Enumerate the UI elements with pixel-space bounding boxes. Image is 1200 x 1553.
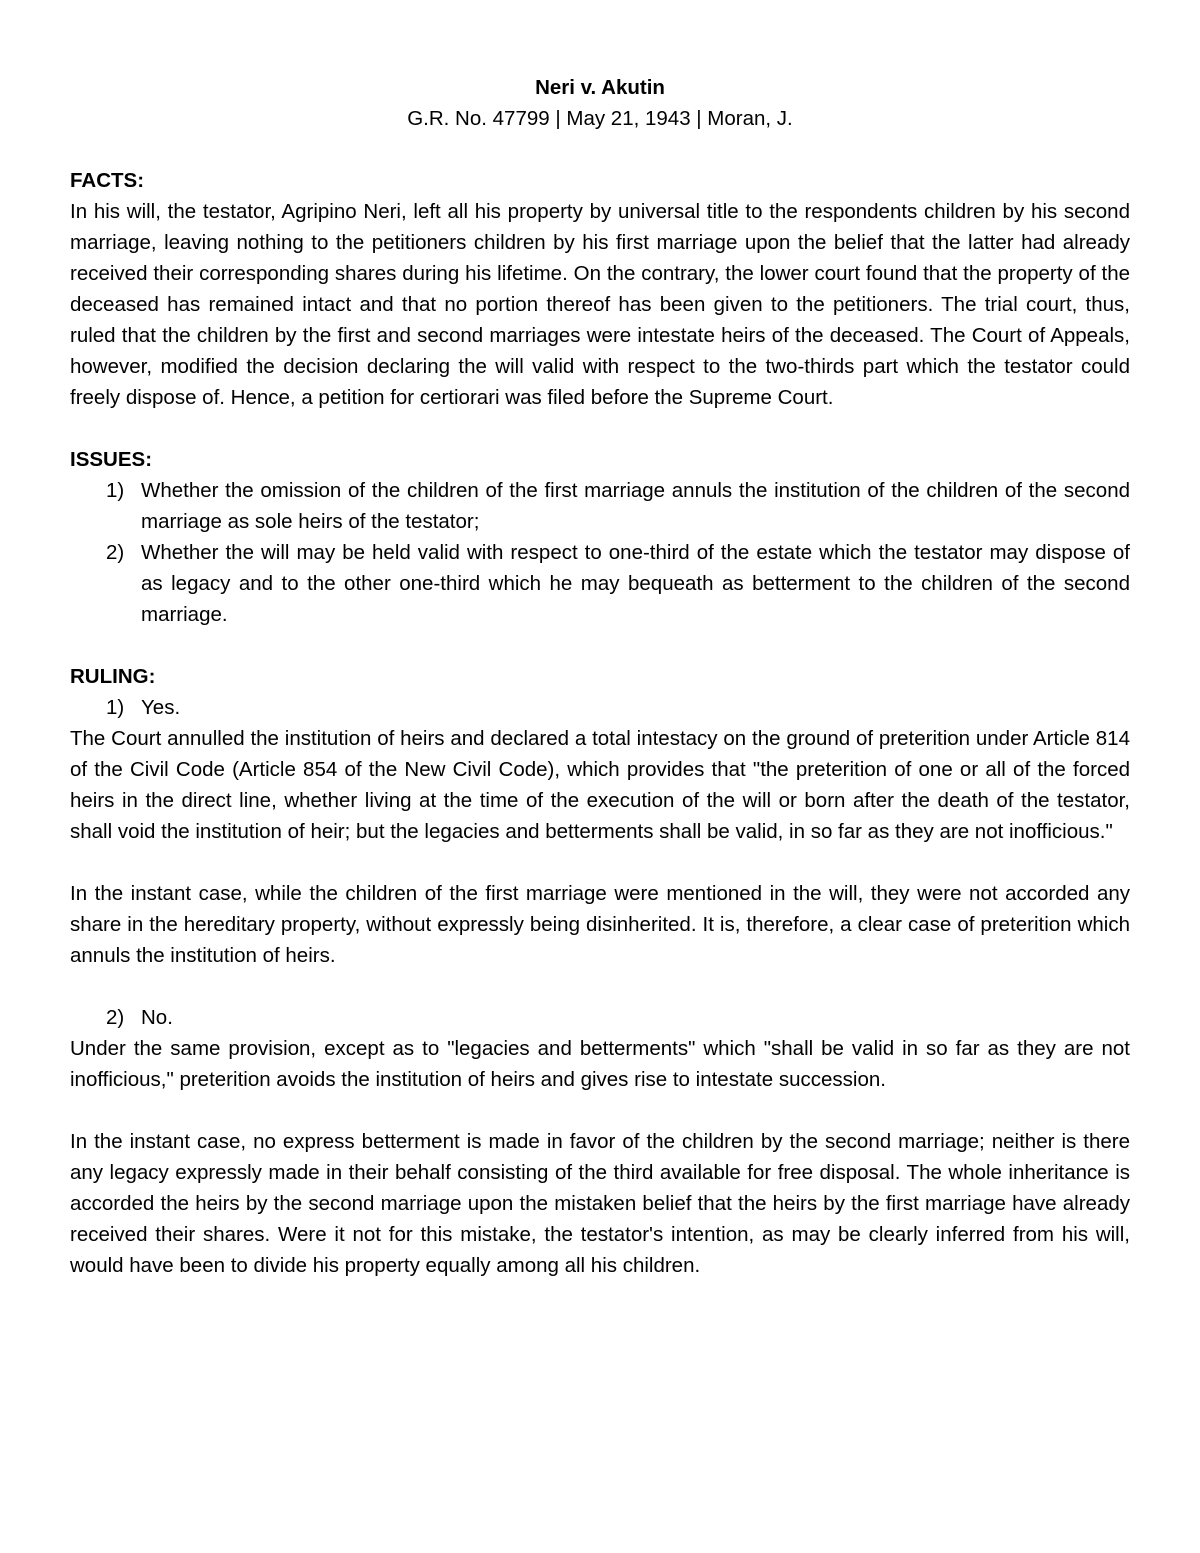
- spacer: [70, 971, 1130, 1002]
- issues-list: [70, 475, 1130, 630]
- ruling-paragraph-4: In the instant case, no express betterment is made in favor of the children by the second marriage; neither is there any legacy expressly made in their behalf consisting of the third available for free disposal. The whole inheritance is accorded the heirs by the second marriage upon the mistaken belief that the heirs by the first marriage have already received their shares. Were it not for this mistake, the testator's intention, as may be clearly inferred from his will, would have been to divide his property equally among all his children.: [70, 1130, 1130, 1277]
- ruling-answer-text: Yes.: [141, 696, 181, 719]
- spacer: [70, 847, 1130, 878]
- ruling-paragraph-2: In the instant case, while the children of the first marriage were mentioned in the will, they were not accorded any share in the hereditary property, without expressly being disinherited. It is, therefore, a clear case of preterition which annuls the institution of heirs.: [70, 882, 1130, 967]
- issue-number: 2): [106, 541, 125, 564]
- issue-item: [70, 537, 1130, 630]
- document-page: [70, 72, 1130, 1281]
- ruling-answer-2: [70, 1002, 1130, 1033]
- ruling-heading: RULING:: [70, 665, 156, 688]
- spacer: [70, 134, 1130, 165]
- facts-heading: FACTS:: [70, 169, 145, 192]
- issue-text: Whether the will may be held valid with respect to one-third of the estate which the testator may dispose of as legacy and to the other one-third which he may bequeath as betterment to the children of the second marriage.: [141, 541, 1130, 626]
- ruling-paragraph-3: Under the same provision, except as to "legacies and betterments" which "shall be valid in so far as they are not inofficious," preterition avoids the institution of heirs and gives rise to intestate succession.: [70, 1037, 1130, 1091]
- ruling-answer-text: No.: [141, 1006, 173, 1029]
- ruling-number: 1): [106, 696, 125, 719]
- spacer: [70, 413, 1130, 444]
- facts-paragraph: In his will, the testator, Agripino Neri, left all his property by universal title to the respondents children by his second marriage, leaving nothing to the petitioners children by his first marriage upon the belief that the latter had already received their corresponding shares during his lifetime. On the contrary, the lower court found that the property of the deceased has remained intact and that no portion thereof has been given to the petitioners. The trial court, thus, ruled that the children by the first and second marriages were intestate heirs of the deceased. The Court of Appeals, however, modified the decision declaring the will valid with respect to the two-thirds part which the testator could freely dispose of. Hence, a petition for certiorari was filed before the Supreme Court.: [70, 200, 1130, 409]
- ruling-answer-1: [70, 692, 1130, 723]
- issues-heading: ISSUES:: [70, 448, 153, 471]
- case-title: Neri v. Akutin: [535, 76, 665, 99]
- issue-item: [70, 475, 1130, 537]
- issue-number: 1): [106, 479, 125, 502]
- spacer: [70, 1095, 1130, 1126]
- case-citation: G.R. No. 47799 | May 21, 1943 | Moran, J.: [407, 107, 793, 130]
- issue-text: Whether the omission of the children of the first marriage annuls the institution of the children of the second marriage as sole heirs of the testator;: [141, 479, 1130, 533]
- ruling-paragraph-1: The Court annulled the institution of heirs and declared a total intestacy on the ground of preterition under Article 814 of the Civil Code (Article 854 of the New Civil Code), which provides that "the preterition of one or all of the forced heirs in the direct line, whether living at the time of the execution of the will or born after the death of the testator, shall void the institution of heir; but the legacies and betterments shall be valid, in so far as they are not inofficious.": [70, 727, 1130, 843]
- spacer: [70, 630, 1130, 661]
- ruling-number: 2): [106, 1006, 125, 1029]
